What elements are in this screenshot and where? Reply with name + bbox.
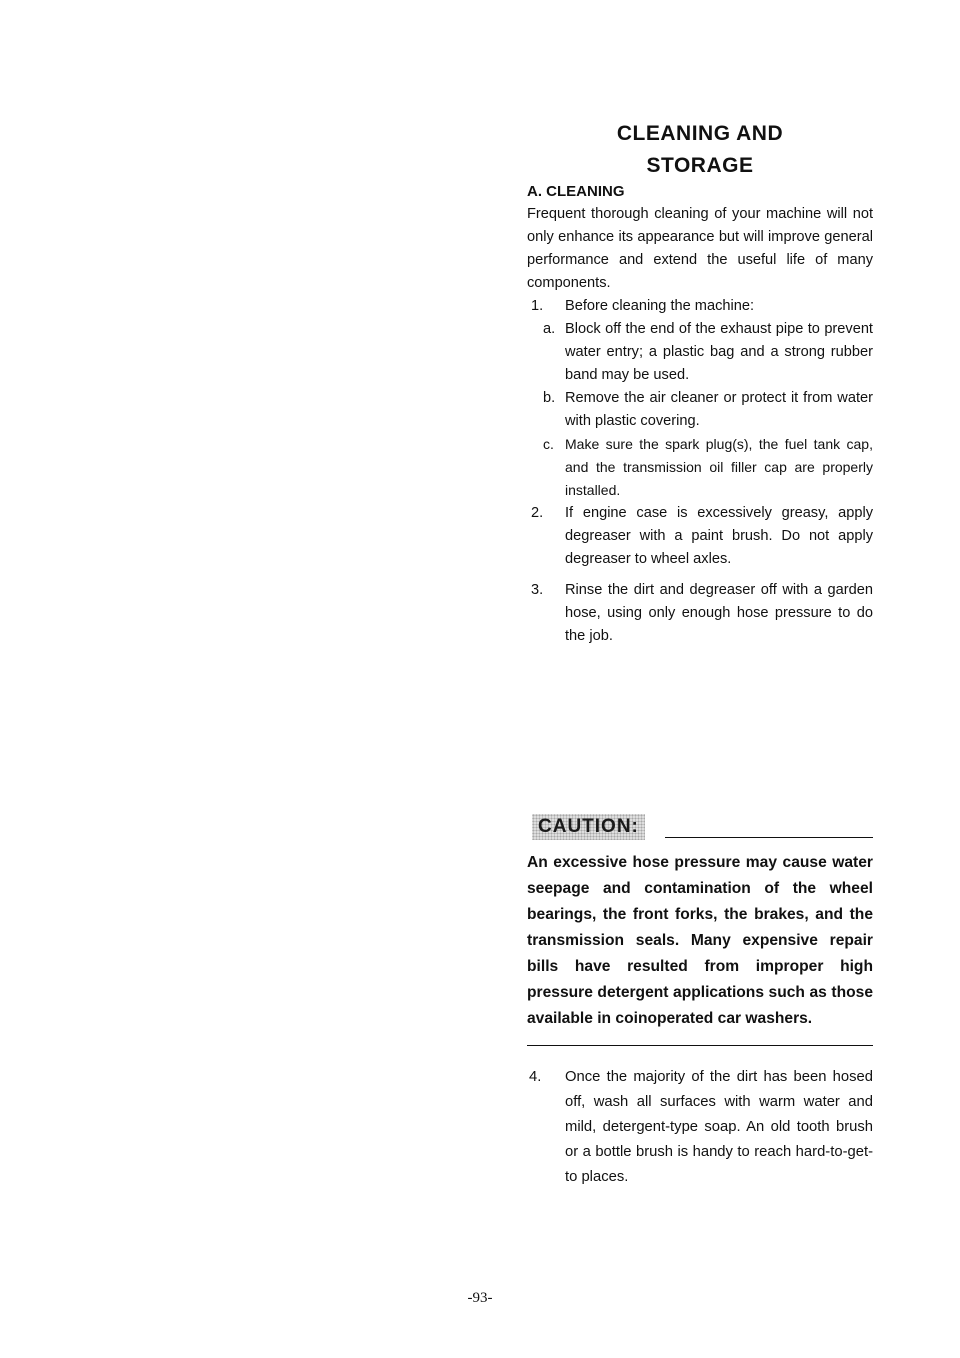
- caution-underline: [665, 837, 873, 838]
- substep-b: [527, 387, 873, 433]
- step-text: Once the majority of the dirt has been hosed off, wash all surfaces with warm water and mild, detergent-type soap. An old tooth brush or a bottle brush is handy to reach hard-to-get-to places.: [565, 1069, 873, 1185]
- caution-text: An excessive hose pressure may cause water seepage and contamination of the wheel bearings, the front forks, the brakes, and the transmission seals. Many expensive repair bills have resulted from improper high pressure detergent applications such as those available in coinoperated car washers.: [527, 854, 873, 1027]
- caution-label: CAUTION:: [532, 814, 645, 840]
- step-number: 1.: [531, 298, 544, 314]
- substep-a: [527, 318, 873, 387]
- substep-letter: b.: [543, 390, 556, 406]
- title-line-2: STORAGE: [646, 154, 754, 177]
- page-number: -93-: [467, 1290, 493, 1306]
- step-4: [527, 1065, 873, 1190]
- substep-text: Remove the air cleaner or protect it from water with plastic covering.: [565, 390, 873, 429]
- caution-end-rule: [527, 1045, 873, 1046]
- section-heading: A. CLEANING: [527, 183, 625, 200]
- step-number: 2.: [531, 505, 544, 521]
- step-text: If engine case is excessively greasy, apply degreaser with a paint brush. Do not apply degreaser to wheel axles.: [565, 505, 873, 567]
- cleaning-section-continued: [527, 1065, 873, 1190]
- substep-letter: a.: [543, 321, 556, 337]
- step-number: 4.: [529, 1069, 542, 1085]
- step-2: [527, 502, 873, 571]
- step-number: 3.: [531, 582, 544, 598]
- intro-paragraph: Frequent thorough cleaning of your machine will not only enhance its appearance but will improve general performance and extend the useful life of many components.: [527, 206, 873, 291]
- cleaning-section: [527, 180, 873, 648]
- step-text: Rinse the dirt and degreaser off with a garden hose, using only enough hose pressure to do the job.: [565, 582, 873, 644]
- step-1: [527, 295, 873, 318]
- title-line-1: CLEANING AND: [616, 122, 784, 145]
- substep-text: Make sure the spark plug(s), the fuel tank cap, and the transmission oil filler cap are properly installed.: [565, 436, 873, 498]
- substep-c: [527, 433, 873, 502]
- substep-letter: c.: [543, 436, 554, 452]
- substep-text: Block off the end of the exhaust pipe to prevent water entry; a plastic bag and a strong rubber band may be used.: [565, 321, 873, 383]
- step-text: Before cleaning the machine:: [565, 298, 755, 314]
- caution-header: [527, 810, 873, 846]
- step-3: [527, 579, 873, 648]
- page-title: [530, 118, 870, 182]
